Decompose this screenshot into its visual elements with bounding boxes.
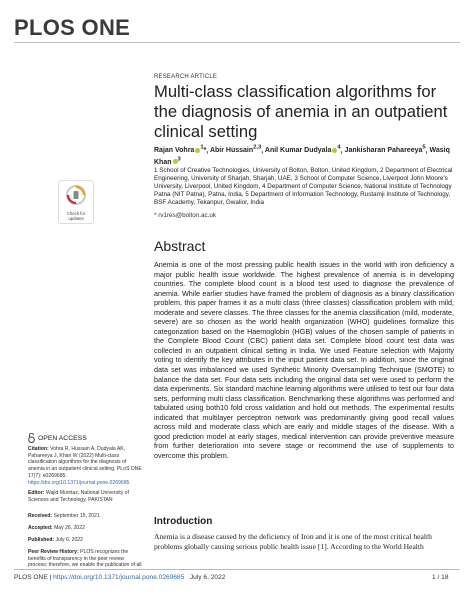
- peer-review-block: Peer Review History: PLOS recognizes the benefits of transparency in the peer review process; therefore, we enable the publication of all: [28, 549, 142, 569]
- published-date: Published: July 6, 2022: [28, 537, 83, 543]
- introduction-text: Anemia is a disease caused by the deficiency of Iron and it is one of the most critical health problems globally causing serious public health issue [1]. According to the World Health: [154, 532, 432, 551]
- author-2[interactable]: Abir Hussain$^{2,3}$: [209, 145, 262, 155]
- header-rule: [14, 42, 460, 43]
- citation-block: Citation: Vohra R, Hussain A, Dudyala AK, Pahareeya J, Khan W (2022) Multi-class classification algorithms for the diagnosis of anemia in an outpatient clinical setting. PLoS ONE 17(7): e0269685. https://doi.org/10.1371/journal.pone.0269685: [28, 446, 142, 486]
- open-access-label: OPEN ACCESS: [28, 433, 87, 443]
- citation-doi-link[interactable]: https://doi.org/10.1371/journal.pone.0269685: [28, 479, 130, 486]
- abstract-text: Anemia is one of the most pressing public health issues in the world with iron deficiency a major public health issue worldwide. The highest prevalence of anemia is in developing countries. The complete blood count is a blood test used to diagnose the prevalence of anemia. While earlier studies have framed the problem of diagnosis as a binary classification problem, this paper frames it as a multi class (three classes) classification problem with mild, moderate and severe classes. The three classes for the anemia classification (mild, moderate, severe) are so chosen as the world health organization (WHO) guidelines formalize this categorization based on the Haemoglobin (HGB) values of the chosen sample of patients in the Complete Blood Count (CBC) patient data set. Complete blood count test data was collected in an outpatient clinical setting in India. We used Feature selection with Majority voting to identify the key attributes in the input patient data set. In addition, since the original data set was imbalanced we used Synthetic Minority Oversampling Technique (SMOTE) to balance the data set. Four data sets including the original data set were used to perform the data experiments. Six standard machine learning algorithms were utilised to test our four data sets, performing multi class classification. Benchmarking these algorithms was performed and tabulated using both10 fold cross validation and hold out methods. The experimental results indicated that multilayer perceptron network was predominantly giving good recall values across mild and moderate class which are early and middle stages of the disease. With a good prediction model at early stages, medical intervention can provide preventive measure from further deterioration into severe stage or recommend the use of supplements to overcome this problem.: [154, 260, 454, 460]
- footer-journal: PLOS ONE: [14, 574, 48, 581]
- footer-date: July 6, 2022: [189, 574, 226, 581]
- open-lock-icon: [28, 433, 35, 443]
- author-1[interactable]: Rajan Vohra $^1$*: [154, 145, 207, 155]
- badge-line-1: Check for: [66, 211, 86, 216]
- accepted-date: Accepted: May 26, 2022: [28, 525, 85, 531]
- page-number: 1 / 18: [432, 574, 449, 581]
- article-title: Multi-class classification algorithms for the diagnosis of anemia in an outpatient clinical setting: [154, 82, 448, 141]
- affiliations: 1 School of Creative Technologies, University of Bolton, Bolton, United Kingdom, 2 Department of Electrical Engineering, University of Sharjah, Sharjah, UAE, 3 School of Computer Science, Liverpool John Moore's University, Liverpool, United Kingdom, 4 Department of Computer Science, National Institute of Technology Patna (NIT Patna), Patna, India, 5 Department of Information Technology, Rustamji Institute of Technology, BSF Academy, Tekanpur, Gwalior, India: [154, 167, 453, 207]
- editor-block: Editor: Wajid Mumtaz, National University of Sciences and Technology, PAKISTAN: [28, 490, 129, 503]
- author-3[interactable]: Anil Kumar Dudyala $^4$: [264, 145, 341, 155]
- footer-rule: [14, 569, 460, 570]
- footer-citation: PLOS ONE | https://doi.org/10.1371/journal.pone.0269685 July 6, 2022: [14, 574, 226, 581]
- abstract-heading: Abstract: [154, 238, 206, 254]
- footer-doi-link[interactable]: https://doi.org/10.1371/journal.pone.0269685: [53, 574, 185, 581]
- received-date: Received: September 15, 2021: [28, 513, 100, 519]
- author-list: Rajan Vohra $^1$*, Abir Hussain$^{2,3}$, Anil Kumar Dudyala $^4$, Jankisharan Pahareeya$^5$, Wasiq Khan $^3$: [154, 145, 450, 166]
- logo-plos: PLOS: [14, 15, 76, 40]
- author-5[interactable]: Wasiq Khan $^3$: [154, 147, 450, 166]
- plos-one-logo: [14, 15, 130, 41]
- introduction-heading: Introduction: [154, 516, 213, 527]
- check-for-updates-icon: [66, 185, 86, 205]
- corresponding-email[interactable]: * rv1res@bolton.ac.uk: [154, 212, 217, 219]
- badge-line-2: updates: [68, 216, 84, 221]
- author-4[interactable]: Jankisharan Pahareeya$^5$: [344, 145, 426, 155]
- article-type: RESEARCH ARTICLE: [154, 74, 218, 80]
- check-for-updates-badge[interactable]: [58, 180, 94, 224]
- logo-one: ONE: [81, 15, 131, 40]
